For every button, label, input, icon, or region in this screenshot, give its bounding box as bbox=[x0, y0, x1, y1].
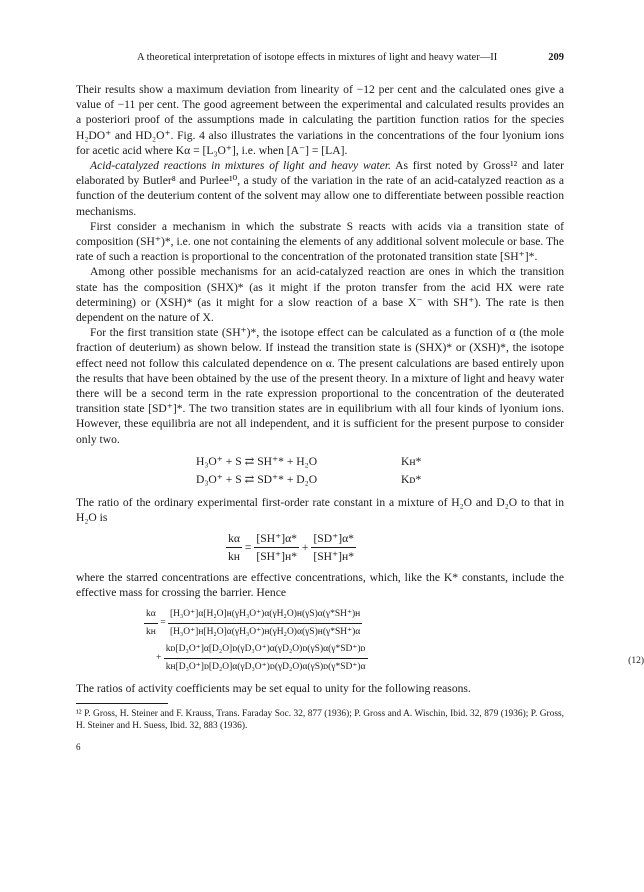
constant-kd: Kᴅ* bbox=[401, 473, 422, 487]
ratio-term-1 bbox=[254, 531, 299, 564]
equation-number: (12) bbox=[628, 655, 644, 666]
paragraph-1: Their results show a maximum deviation from linearity of −12 per cent and the calculated ones give a value of −11 per cent. The good agreement between the experimental and calculated results provides an a posteriori proof of the assumptions made in calculating the partition function ratios for the species H₂DO⁺ and HD₂O⁺. Fig. 4 also illustrates the variations in the concentrations of the four lyonium ions for acetic acid where Kα = [L₃O⁺], i.e. when [A⁻] = [LA]. bbox=[76, 83, 564, 157]
eq12-t2-num: kᴅ[D₃O⁺]α[D₂O]ᴅ(γD₃O⁺)α(γD₂O)ᴅ(γS)α(γ*SD⁺)ᴅ bbox=[164, 642, 368, 659]
footnote-12: ¹² P. Gross, H. Steiner and F. Krauss, Trans. Faraday Soc. 32, 877 (1936); P. Gross and A. Wischin, Ibid. 32, 879 (1936); P. Gross, H. Steiner and H. Suess, Ibid. 32, 883 (1936). bbox=[76, 708, 564, 731]
ratio-t1-num: [SH⁺]α* bbox=[254, 531, 299, 548]
journal-page bbox=[76, 52, 644, 752]
equilibrium-reactions bbox=[196, 453, 564, 489]
running-title: A theoretical interpretation of isotope effects in mixtures of light and heavy water—II bbox=[137, 52, 498, 63]
rate-ratio-equation: $\frac{k\alpha}{\text{kʜ}}$ = $\frac{[SH^+]\alpha*}{\text{[SH⁺]ʜ*}}$ + $\frac{[SD^+]\alpha*}{\text{[SH⁺]ʜ*}}$ bbox=[228, 532, 355, 564]
signature-mark: 6 bbox=[76, 741, 81, 752]
eq12-t1-den: [H₃O⁺]ʜ[H₂O]α(γH₃O⁺)ʜ(γH₂O)α(γS)ʜ(γ*SH⁺)α bbox=[169, 626, 361, 637]
eq12-lhs-den: kʜ bbox=[146, 626, 156, 637]
ratio-lhs bbox=[226, 531, 242, 564]
eq12-lhs-num: kα bbox=[144, 607, 158, 624]
paragraph-8: The ratios of activity coefficients may be set equal to unity for the following reasons. bbox=[76, 681, 471, 695]
paragraph-2 bbox=[76, 158, 564, 219]
paragraph-4: Among other possible mechanisms for an acid-catalyzed reaction are ones in which the transition state has the composition (SHX)* (as it might if the proton transfer from the acid HX were rate determining) or (XSH)* (as it might for a slow reaction of a base X⁻ with SH⁺). The rate is then dependent on the nature of X. bbox=[76, 265, 564, 325]
ratio-term-2 bbox=[311, 531, 356, 564]
page-number: 209 bbox=[548, 52, 564, 63]
paragraph-7: where the starred concentrations are effective concentrations, which, like the K* constants, include the effective mass for crossing the barrier. Hence bbox=[76, 571, 564, 600]
ratio-lhs-den: kʜ bbox=[228, 550, 241, 564]
running-header bbox=[76, 52, 564, 66]
reaction-h: H₃O⁺ + S ⇄ SH⁺* + H₂O bbox=[196, 455, 318, 469]
equation-12-line-2: + $\frac{\text{kᴅ[D₃O⁺]α[D₂O]ᴅ(γD₃O⁺)α(γD₂O)ᴅ(γS)α(γ*SD⁺)ᴅ}}{\text{kʜ[D₃O⁺]ᴅ[D₂O]α(γD₃O⁺)ᴅ(γD₂O)α(γS)ᴅ(γ*SD⁺)α}}$ (12) bbox=[156, 642, 564, 675]
equation-12-line-1: $\frac{k\alpha}{\text{kʜ}}$ = $\frac{\text{[H₃O⁺]α[H₂O]ʜ(γH₃O⁺)α(γH₂O)ʜ(γS)α(γ*SH⁺)ʜ}}{\text{[H₃O⁺]ʜ[H₂O]α(γH₃O⁺)ʜ(γH₂O)α(γS)ʜ(γ*SH⁺)α}}$ bbox=[144, 607, 564, 640]
reaction-d: D₃O⁺ + S ⇄ SD⁺* + D₂O bbox=[196, 473, 318, 487]
reaction-row-h bbox=[196, 453, 564, 471]
footnote-divider bbox=[76, 703, 168, 704]
eq12-term-1 bbox=[168, 607, 362, 640]
paragraph-2-text: As first noted by Gross¹² and later elaborated by Butler⁸ and Purlee¹⁰, a study of the variation in the rate of an acid-catalyzed reaction as a function of the deuterium content of the solvent may allow one to differentiate between possible reaction mechanisms. bbox=[76, 159, 565, 218]
constant-kh: Kʜ* bbox=[401, 455, 422, 469]
ratio-lhs-num: kα bbox=[226, 531, 242, 548]
ratio-t2-den: [SH⁺]ʜ* bbox=[313, 550, 355, 564]
eq12-t2-den: kʜ[D₃O⁺]ᴅ[D₂O]α(γD₃O⁺)ᴅ(γD₂O)α(γS)ᴅ(γ*SD⁺)α bbox=[165, 661, 366, 672]
ratio-t2-num: [SD⁺]α* bbox=[311, 531, 356, 548]
reaction-row-d bbox=[196, 471, 564, 489]
eq12-t1-num: [H₃O⁺]α[H₂O]ʜ(γH₃O⁺)α(γH₂O)ʜ(γS)α(γ*SH⁺)ʜ bbox=[168, 607, 362, 624]
ratio-t1-den: [SH⁺]ʜ* bbox=[256, 550, 298, 564]
section-heading: Acid-catalyzed reactions in mixtures of light and heavy water. bbox=[90, 159, 391, 173]
paragraph-3: First consider a mechanism in which the substrate S reacts with acids via a transition state of composition (SH⁺)*, i.e. one not containing the elements of any additional solvent molecule or base. The rate of such a reaction is proportional to the concentration of the protonated transition state [SH⁺]*. bbox=[76, 219, 564, 264]
paragraph-6: The ratio of the ordinary experimental first-order rate constant in a mixture of H₂O and D₂O to that in H₂O is bbox=[76, 495, 564, 525]
eq12-term-2 bbox=[164, 642, 368, 675]
eq12-lhs bbox=[144, 607, 158, 640]
paragraph-5: For the first transition state (SH⁺)*, the isotope effect can be calculated as a function of α (the mole fraction of deuterium) as shown below. If instead the transition state is (SHX)* or (XSH)*, the isotope effect need not follow this calculated dependence on α. The present calculations are based entirely upon the results that have been obtained by the use of the present theory. In a mixture of light and heavy water there will be a second term in the rate expression proportional to the concentration of the deuterated transition state [SD⁺]*. The two transition states are in equilibrium with all four kinds of lyonium ions. However, these equilibria are not all independent, and it is sufficient for the present purpose to consider only two. bbox=[76, 326, 564, 446]
